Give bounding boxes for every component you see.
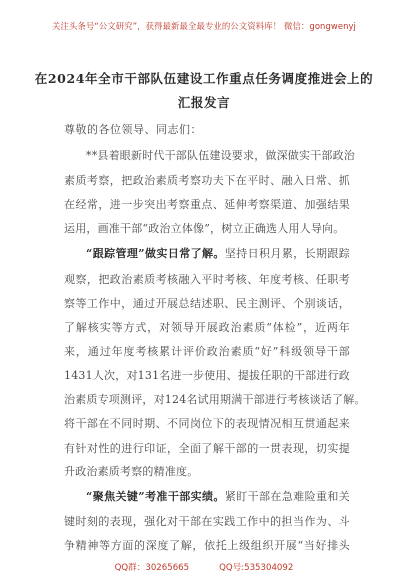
body-line [64, 172, 350, 188]
section-lead: “跟踪管理”做实日常了解。 [86, 247, 225, 260]
document-title-line-2: 汇报发言 [177, 95, 231, 110]
body-text: 键时刻的表现，强化对干部在实践工作中的担当作为、斗 [64, 515, 350, 528]
greeting: 尊敬的各位领导、同志们： [64, 123, 202, 136]
body-text: 观察，把政治素质考核融入平时考核、年度考核、任职考 [64, 273, 350, 286]
body-line [64, 343, 350, 359]
body-text: 来，通过年度考核累计评价政治素质“好”科级领导干部 [64, 345, 350, 358]
body-line [64, 319, 350, 335]
body-line [64, 196, 350, 212]
body-line [64, 295, 350, 311]
body-text: 将干部在不同时期、不同岗位下的表现情况相互贯通起来 [64, 417, 350, 430]
body-line [64, 513, 350, 529]
body-text: 运用，画准干部“政治立体像”，树立正确选人用人导向。 [64, 222, 345, 235]
body-text: 有针对性的进行印证，全面了解干部的一贯表现，切实提 [64, 442, 350, 455]
body-text: 争精神等方面的深度了解，依托上级组织开展“当好排头 [64, 539, 350, 552]
body-text: 1431人次，对131名进一步使用、提拔任职的干部进行政 [64, 369, 350, 382]
body-line [64, 440, 350, 456]
document-title-line-1: 在2024年全市干部队伍建设工作重点任务调度推进会上的 [34, 71, 374, 86]
body-line [64, 463, 350, 479]
body-text: 了解核实等方式，对领导开展政治素质“体检”，近两年 [64, 321, 350, 334]
footer-qq-number: QQ号:535304092 [219, 563, 294, 573]
body-line [86, 245, 350, 261]
body-line [64, 220, 350, 236]
footer-banner [0, 561, 408, 573]
body-text: 察等工作中，通过开展总结述职、民主测评、个别谈话， [64, 297, 350, 310]
body-text: 在经常，进一步突出考察重点、延伸考察渠道、加强结果 [64, 198, 350, 211]
body-line [64, 537, 350, 553]
body-line [86, 147, 355, 163]
body-line [64, 391, 366, 407]
body-text: 素质考察，把政治素质考察功夫下在平时、融入日常、抓 [64, 174, 350, 187]
body-line [64, 271, 350, 287]
body-text: 升政治素质考察的精准度。 [64, 465, 199, 478]
body-text: **县着眼新时代干部队伍建设要求，做深做实干部政治 [86, 149, 355, 162]
body-line [64, 367, 350, 383]
body-text: 治素质专项测评，对124名试用期满干部进行考核谈话了解。 [64, 393, 366, 406]
body-text: 坚持日积月累，长期跟踪 [224, 247, 350, 260]
section-lead: “聚焦关键”考准干部实绩。 [86, 490, 225, 503]
body-line [64, 415, 350, 431]
footer-qq-group: QQ群：30265665 [114, 563, 190, 573]
body-text: 紧盯干部在急难险重和关 [224, 490, 350, 503]
body-line [86, 488, 350, 504]
header-banner: 关注头条号“公文研究”，获得最新最全最专业的公文资料库！ 微信：gongwenyj [52, 21, 356, 31]
